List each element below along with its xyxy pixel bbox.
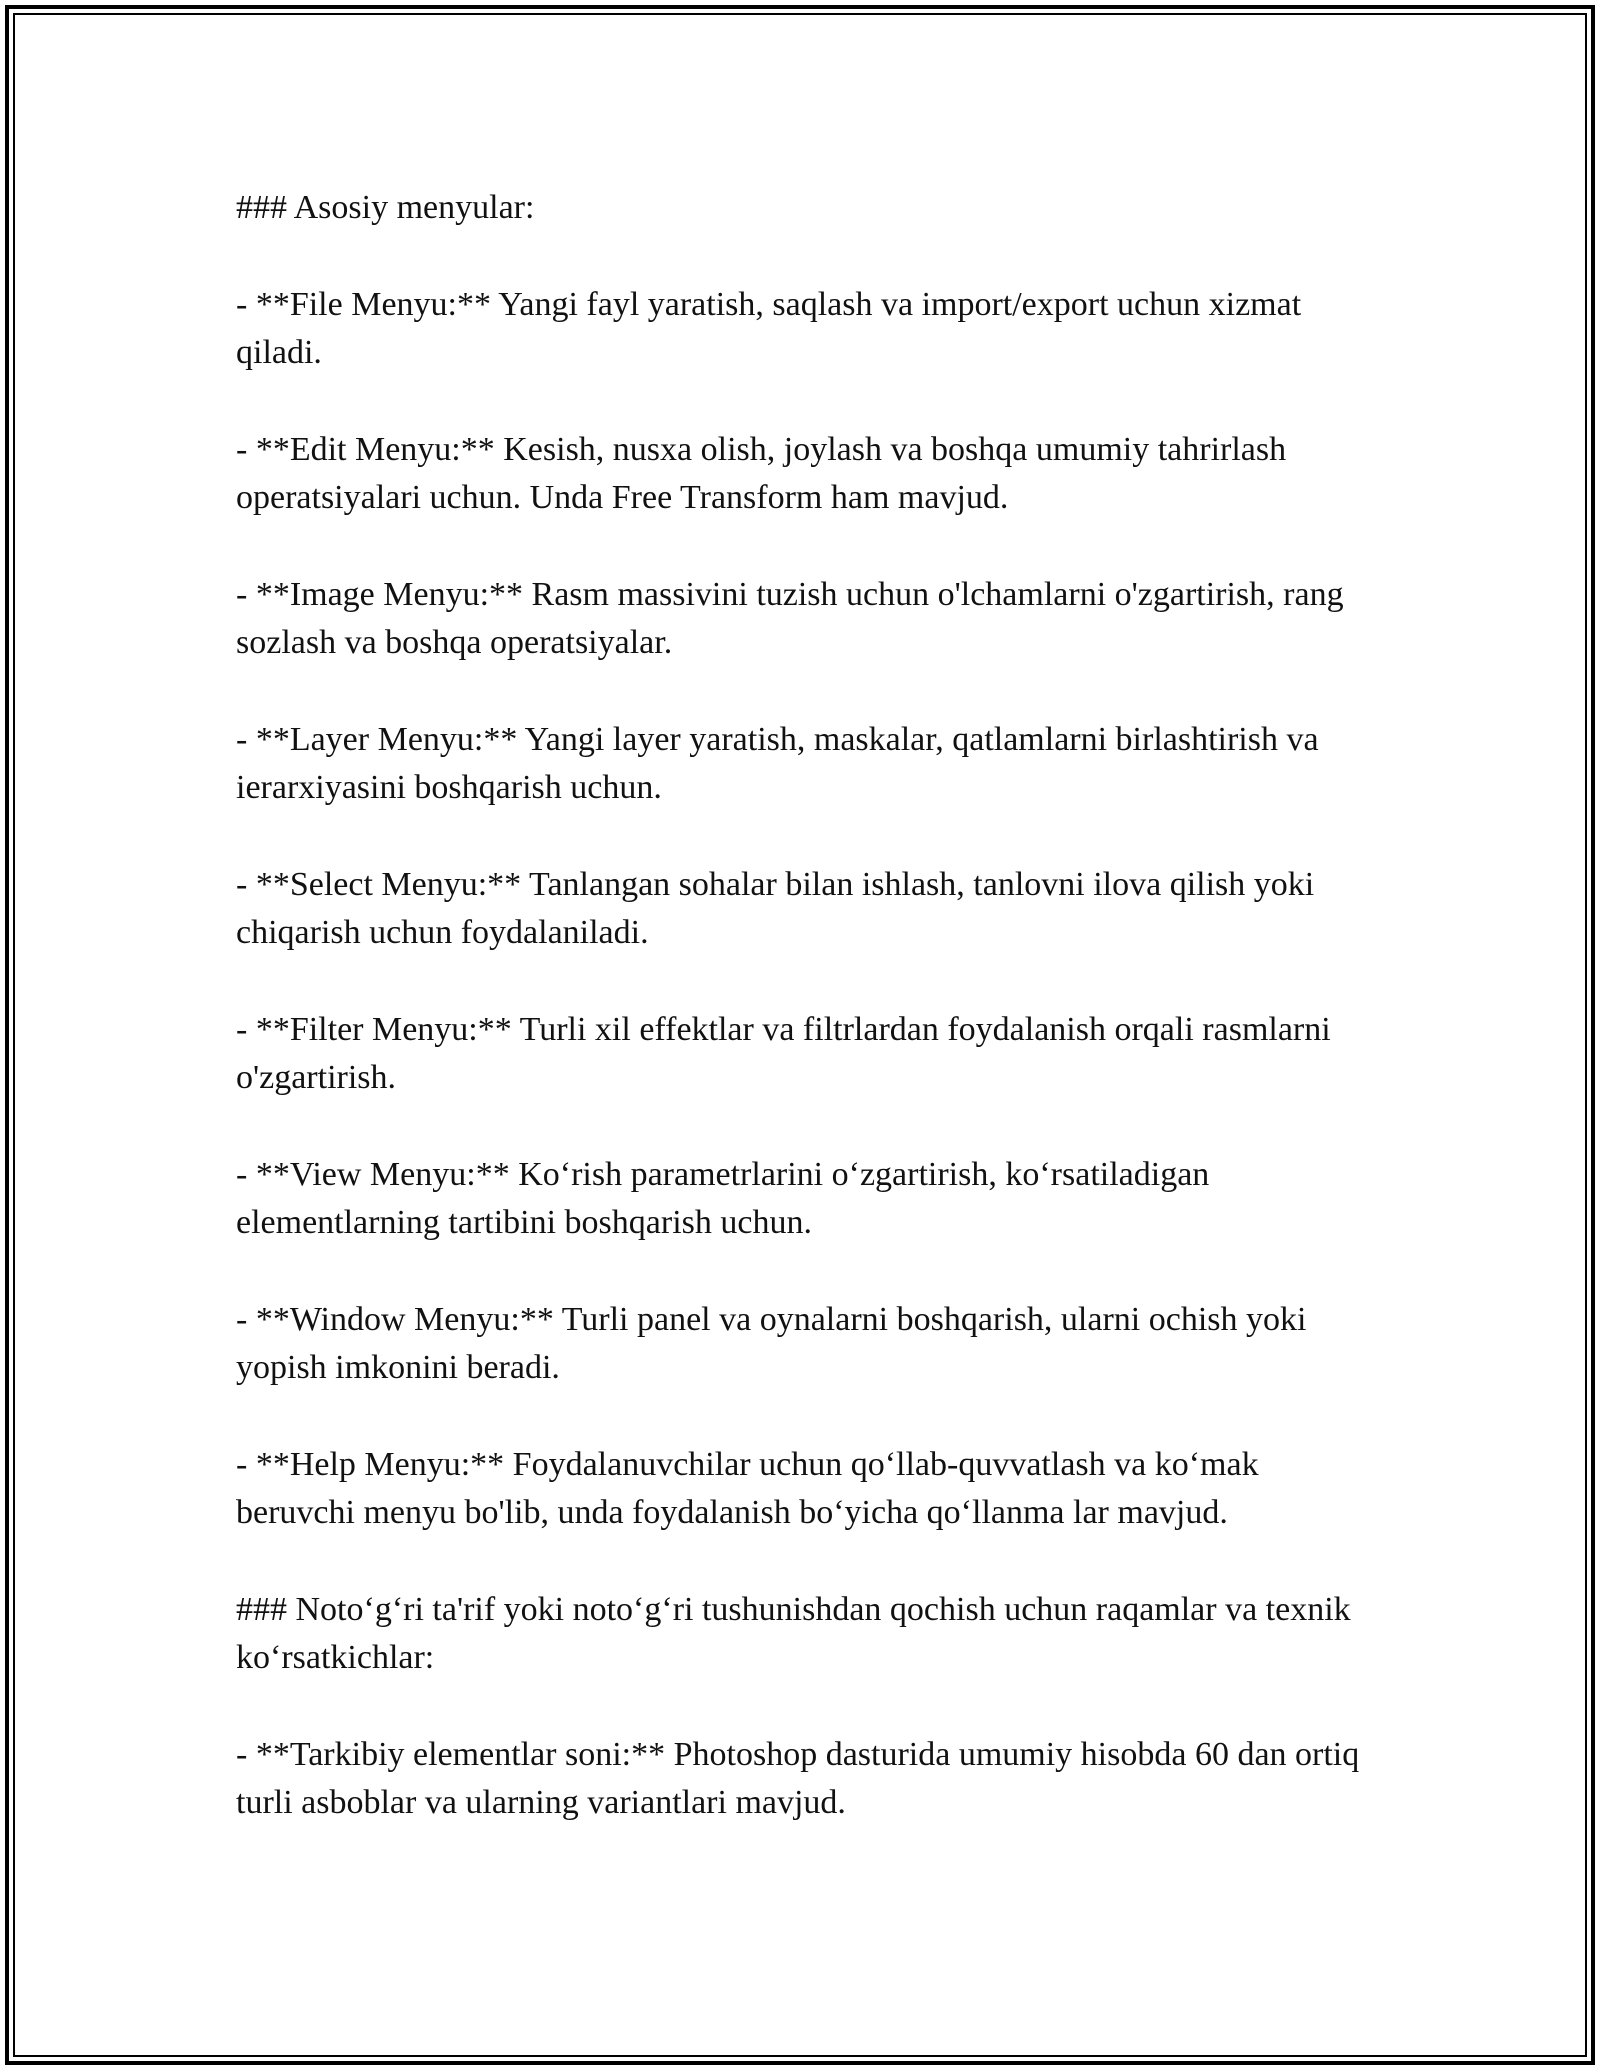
list-item-select-menu: - **Select Menyu:** Tanlangan sohalar bilan ishlash, tanlovni ilova qilish yoki chiqarish uchun foydalaniladi. <box>236 866 1315 951</box>
list-item-element-count: - **Tarkibiy elementlar soni:** Photoshop dasturida umumiy hisobda 60 dan ortiq turli asboblar va ularning variantlari mavjud. <box>236 1736 1360 1821</box>
list-item-view-menu: - **View Menyu:** Koʻrish parametrlarini oʻzgartirish, koʻrsatiladigan elementlarning tartibini boshqarish uchun. <box>236 1156 1210 1241</box>
section-heading-main-menus: ### Asosiy menyular: <box>236 189 535 226</box>
list-item-file-menu: - **File Menyu:** Yangi fayl yaratish, saqlash va import/export uchun xizmat qiladi. <box>236 286 1302 371</box>
section-heading-technical-figures: ### Notoʻgʻri ta'rif yoki notoʻgʻri tushunishdan qochish uchun raqamlar va texnik koʻrsatkichlar: <box>236 1591 1351 1676</box>
document-body <box>236 184 1386 1876</box>
list-item-layer-menu: - **Layer Menyu:** Yangi layer yaratish, maskalar, qatlamlarni birlashtirish va ierarxiyasini boshqarish uchun. <box>236 721 1319 806</box>
list-item-edit-menu: - **Edit Menyu:** Kesish, nusxa olish, joylash va boshqa umumiy tahrirlash operatsiyalari uchun. Unda Free Transform ham mavjud. <box>236 431 1287 516</box>
list-item-window-menu: - **Window Menyu:** Turli panel va oynalarni boshqarish, ularni ochish yoki yopish imkonini beradi. <box>236 1301 1307 1386</box>
list-item-image-menu: - **Image Menyu:** Rasm massivini tuzish uchun o'lchamlarni o'zgartirish, rang sozlash va boshqa operatsiyalar. <box>236 576 1344 661</box>
list-item-filter-menu: - **Filter Menyu:** Turli xil effektlar va filtrlardan foydalanish orqali rasmlarni o'zgartirish. <box>236 1011 1331 1096</box>
list-item-help-menu: - **Help Menyu:** Foydalanuvchilar uchun qoʻllab-quvvatlash va koʻmak beruvchi menyu bo'lib, unda foydalanish boʻyicha qoʻllanma lar mavjud. <box>236 1446 1259 1531</box>
